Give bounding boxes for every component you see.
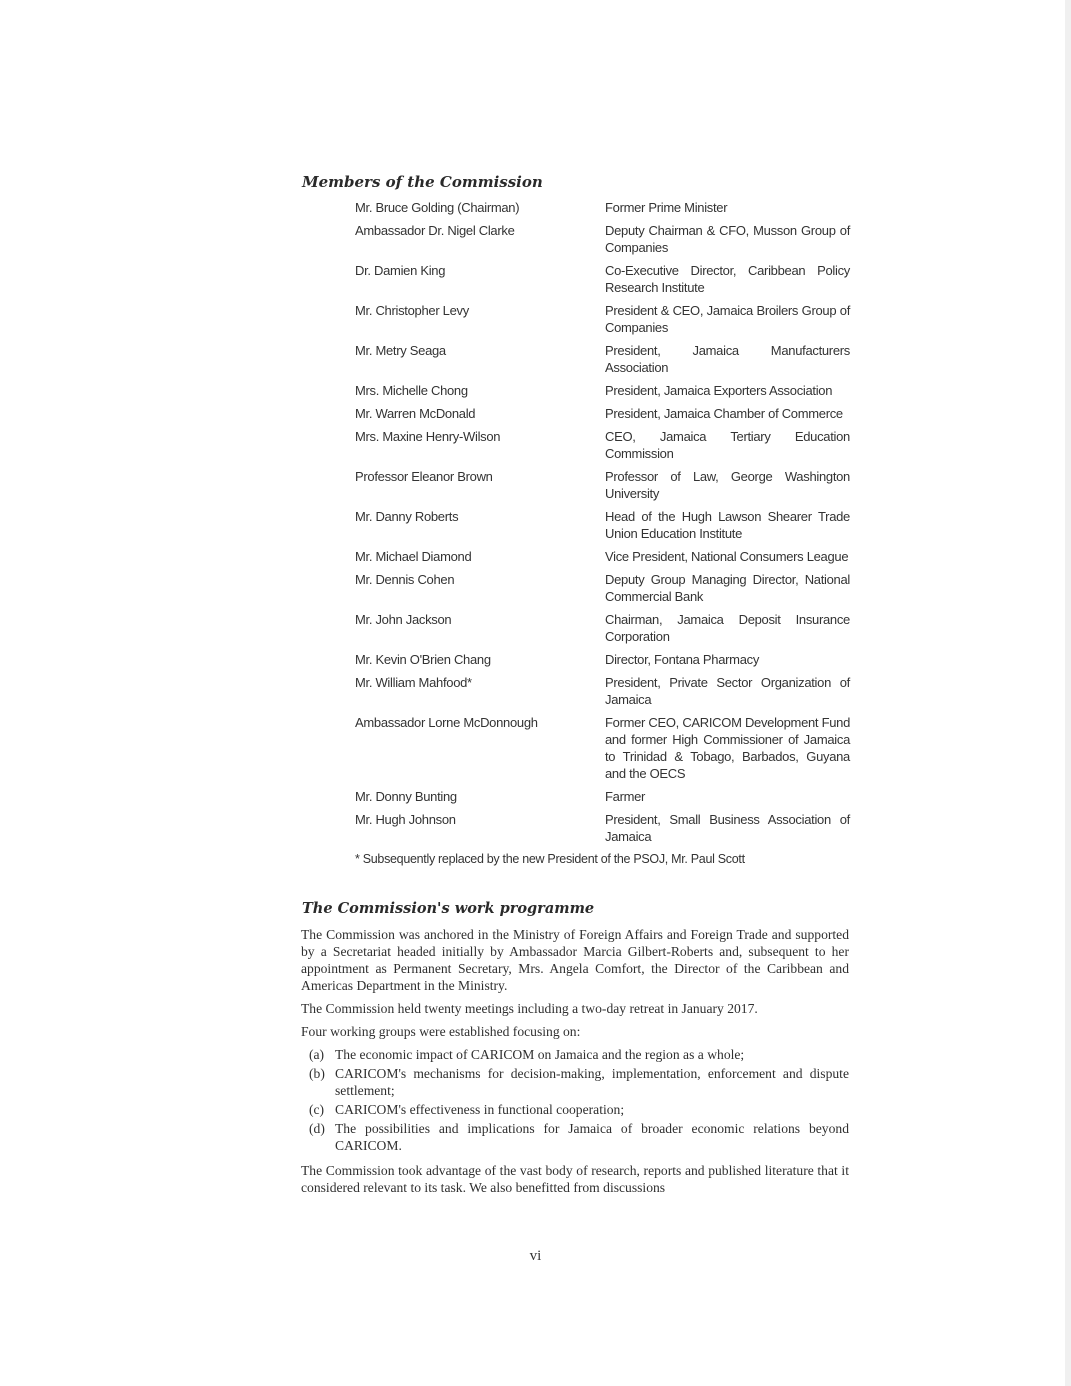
member-row (355, 468, 855, 502)
list-label: (c) (309, 1102, 325, 1117)
member-name: Ambassador Dr. Nigel Clarke (355, 223, 515, 238)
member-name: Mr. William Mahfood* (355, 675, 472, 690)
member-role: Chairman, Jamaica Deposit Insurance Corporation (605, 612, 850, 644)
member-row (355, 262, 855, 296)
member-name: Mr. Metry Seaga (355, 343, 446, 358)
member-name: Dr. Damien King (355, 263, 446, 278)
list-item (301, 1046, 849, 1063)
list-item (301, 1101, 849, 1118)
work-programme-body (301, 926, 849, 1202)
scan-edge (1065, 0, 1071, 1386)
member-role: Former Prime Minister (605, 200, 728, 215)
page-number: vi (529, 1248, 542, 1264)
list-item (301, 1120, 849, 1154)
paragraph: The Commission was anchored in the Ministry of Foreign Affairs and Foreign Trade and supported by a Secretariat headed initially by Ambassador Marcia Gilbert-Roberts and, subsequent to her appointment as Permanent Secretary, Mrs. Angela Comfort, the Director of the Caribbean and Americas Department in the Ministry. (301, 927, 849, 993)
member-row (355, 571, 855, 605)
member-name: Mr. Kevin O'Brien Chang (355, 652, 491, 667)
member-name: Professor Eleanor Brown (355, 469, 493, 484)
member-role: Professor of Law, George Washington University (605, 469, 850, 501)
paragraph: Four working groups were established focusing on: (301, 1024, 581, 1039)
member-name: Mrs. Michelle Chong (355, 383, 468, 398)
member-row (355, 714, 855, 782)
member-row (355, 382, 855, 399)
member-name: Mr. Warren McDonald (355, 406, 476, 421)
member-role: Farmer (605, 789, 646, 804)
member-row (355, 405, 855, 422)
member-row (355, 788, 855, 805)
member-row (355, 811, 855, 845)
paragraph: The Commission held twenty meetings including a two-day retreat in January 2017. (301, 1001, 758, 1016)
member-role: Co-Executive Director, Caribbean Policy Research Institute (605, 263, 850, 295)
member-role: Deputy Group Managing Director, National Commercial Bank (605, 572, 850, 604)
member-name: Mr. Dennis Cohen (355, 572, 455, 587)
list-text: The possibilities and implications for Jamaica of broader economic relations beyond CARICOM. (335, 1121, 849, 1153)
member-name: Mr. Christopher Levy (355, 303, 469, 318)
member-row (355, 342, 855, 376)
member-row (355, 611, 855, 645)
member-role: Deputy Chairman & CFO, Musson Group of Companies (605, 223, 850, 255)
member-row (355, 508, 855, 542)
member-name: Mrs. Maxine Henry-Wilson (355, 429, 501, 444)
member-role: President, Jamaica Chamber of Commerce (605, 406, 843, 421)
member-row (355, 674, 855, 708)
member-role: Head of the Hugh Lawson Shearer Trade Union Education Institute (605, 509, 850, 541)
member-row (355, 428, 855, 462)
member-role: Vice President, National Consumers League (605, 549, 849, 564)
member-role: President, Jamaica Manufacturers Association (605, 343, 850, 375)
footnote: * Subsequently replaced by the new President of the PSOJ, Mr. Paul Scott (355, 852, 745, 866)
member-name: Ambassador Lorne McDonnough (355, 715, 538, 730)
work-programme-heading: The Commission's work programme (302, 900, 595, 917)
member-name: Mr. Danny Roberts (355, 509, 459, 524)
member-name: Mr. Donny Bunting (355, 789, 457, 804)
member-name: Mr. John Jackson (355, 612, 452, 627)
members-list (355, 199, 855, 851)
member-row (355, 651, 855, 668)
paragraph: The Commission took advantage of the vast body of research, reports and published literature that it considered relevant to its task. We also benefitted from discussions (301, 1163, 849, 1195)
member-row (355, 548, 855, 565)
list-item (301, 1065, 849, 1099)
working-groups-list (301, 1046, 849, 1154)
list-text: CARICOM's mechanisms for decision-making, implementation, enforcement and dispute settlement; (335, 1066, 849, 1098)
member-role: President, Small Business Association of Jamaica (605, 812, 850, 844)
list-label: (a) (309, 1047, 325, 1062)
member-role: Former CEO, CARICOM Development Fund and former High Commissioner of Jamaica to Trinidad & Tobago, Barbados, Guyana and the OECS (605, 715, 850, 781)
list-label: (b) (309, 1066, 325, 1081)
member-name: Mr. Hugh Johnson (355, 812, 456, 827)
member-role: CEO, Jamaica Tertiary Education Commission (605, 429, 850, 461)
list-text: The economic impact of CARICOM on Jamaica and the region as a whole; (335, 1047, 745, 1062)
list-label: (d) (309, 1121, 325, 1136)
member-role: President, Private Sector Organization of Jamaica (605, 675, 850, 707)
member-name: Mr. Michael Diamond (355, 549, 472, 564)
list-text: CARICOM's effectiveness in functional cooperation; (335, 1102, 625, 1117)
member-row (355, 302, 855, 336)
member-role: President, Jamaica Exporters Association (605, 383, 833, 398)
member-row (355, 199, 855, 216)
member-name: Mr. Bruce Golding (Chairman) (355, 200, 520, 215)
member-row (355, 222, 855, 256)
member-role: President & CEO, Jamaica Broilers Group of Companies (605, 303, 850, 335)
members-heading: Members of the Commission (302, 173, 543, 191)
member-role: Director, Fontana Pharmacy (605, 652, 760, 667)
